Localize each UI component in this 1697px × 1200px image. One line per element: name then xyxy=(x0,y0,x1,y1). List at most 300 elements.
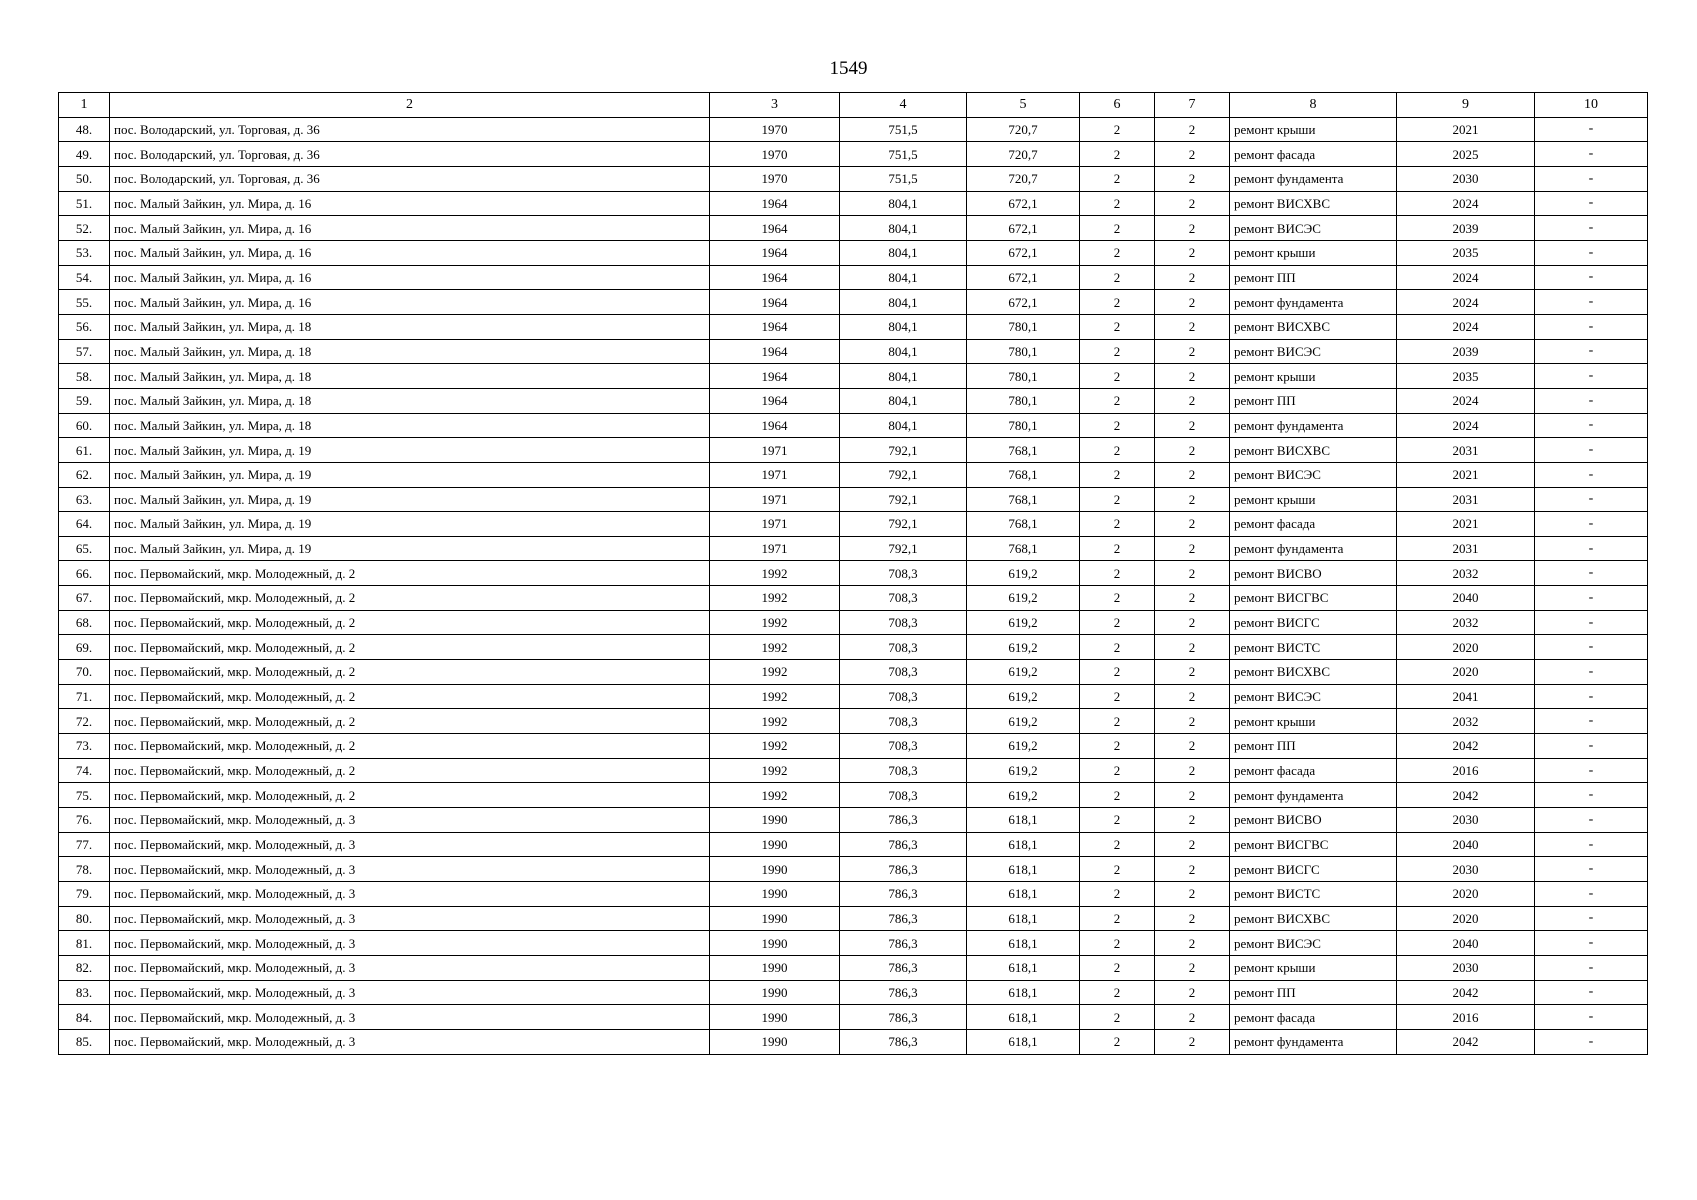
entrances-cell: 2 xyxy=(1155,265,1230,290)
address-cell: пос. Первомайский, мкр. Молодежный, д. 2 xyxy=(110,610,710,635)
table-row xyxy=(59,980,1648,1005)
address-cell: пос. Первомайский, мкр. Молодежный, д. 3 xyxy=(110,1005,710,1030)
row-number-cell: 72. xyxy=(59,709,110,734)
note-cell: - xyxy=(1535,1029,1648,1054)
living-area-cell: 619,2 xyxy=(967,684,1080,709)
total-area-cell: 792,1 xyxy=(840,536,967,561)
build-year-cell: 1964 xyxy=(710,265,840,290)
note-cell: - xyxy=(1535,388,1648,413)
entrances-cell: 2 xyxy=(1155,660,1230,685)
living-area-cell: 618,1 xyxy=(967,931,1080,956)
table-row xyxy=(59,364,1648,389)
address-cell: пос. Малый Зайкин, ул. Мира, д. 19 xyxy=(110,512,710,537)
living-area-cell: 619,2 xyxy=(967,586,1080,611)
address-cell: пос. Первомайский, мкр. Молодежный, д. 3 xyxy=(110,980,710,1005)
note-cell: - xyxy=(1535,758,1648,783)
table-row xyxy=(59,487,1648,512)
entrances-cell: 2 xyxy=(1155,388,1230,413)
planned-year-cell: 2016 xyxy=(1397,1005,1535,1030)
planned-year-cell: 2021 xyxy=(1397,117,1535,142)
living-area-cell: 780,1 xyxy=(967,364,1080,389)
address-cell: пос. Первомайский, мкр. Молодежный, д. 2 xyxy=(110,561,710,586)
floors-cell: 2 xyxy=(1080,857,1155,882)
floors-cell: 2 xyxy=(1080,438,1155,463)
address-cell: пос. Малый Зайкин, ул. Мира, д. 19 xyxy=(110,438,710,463)
table-row xyxy=(59,610,1648,635)
table-row xyxy=(59,240,1648,265)
living-area-cell: 619,2 xyxy=(967,734,1080,759)
table-row xyxy=(59,684,1648,709)
table-body xyxy=(59,117,1648,1054)
entrances-cell: 2 xyxy=(1155,536,1230,561)
work-type-cell: ремонт ВИСХВС xyxy=(1230,906,1397,931)
planned-year-cell: 2016 xyxy=(1397,758,1535,783)
total-area-cell: 792,1 xyxy=(840,438,967,463)
entrances-cell: 2 xyxy=(1155,783,1230,808)
total-area-cell: 786,3 xyxy=(840,808,967,833)
work-type-cell: ремонт ВИСЭС xyxy=(1230,216,1397,241)
note-cell: - xyxy=(1535,561,1648,586)
address-cell: пос. Малый Зайкин, ул. Мира, д. 18 xyxy=(110,388,710,413)
total-area-cell: 804,1 xyxy=(840,290,967,315)
address-cell: пос. Малый Зайкин, ул. Мира, д. 18 xyxy=(110,339,710,364)
build-year-cell: 1990 xyxy=(710,832,840,857)
total-area-cell: 804,1 xyxy=(840,364,967,389)
work-type-cell: ремонт фундамента xyxy=(1230,1029,1397,1054)
row-number-cell: 51. xyxy=(59,191,110,216)
note-cell: - xyxy=(1535,462,1648,487)
note-cell: - xyxy=(1535,364,1648,389)
entrances-cell: 2 xyxy=(1155,955,1230,980)
build-year-cell: 1964 xyxy=(710,339,840,364)
build-year-cell: 1992 xyxy=(710,660,840,685)
address-cell: пос. Первомайский, мкр. Молодежный, д. 3 xyxy=(110,808,710,833)
table-row xyxy=(59,1005,1648,1030)
total-area-cell: 786,3 xyxy=(840,832,967,857)
entrances-cell: 2 xyxy=(1155,684,1230,709)
build-year-cell: 1992 xyxy=(710,586,840,611)
table-row xyxy=(59,561,1648,586)
floors-cell: 2 xyxy=(1080,117,1155,142)
address-cell: пос. Малый Зайкин, ул. Мира, д. 19 xyxy=(110,536,710,561)
entrances-cell: 2 xyxy=(1155,931,1230,956)
note-cell: - xyxy=(1535,832,1648,857)
planned-year-cell: 2024 xyxy=(1397,290,1535,315)
planned-year-cell: 2020 xyxy=(1397,882,1535,907)
note-cell: - xyxy=(1535,931,1648,956)
floors-cell: 2 xyxy=(1080,413,1155,438)
note-cell: - xyxy=(1535,117,1648,142)
address-cell: пос. Первомайский, мкр. Молодежный, д. 3 xyxy=(110,931,710,956)
row-number-cell: 53. xyxy=(59,240,110,265)
address-cell: пос. Малый Зайкин, ул. Мира, д. 16 xyxy=(110,191,710,216)
total-area-cell: 804,1 xyxy=(840,265,967,290)
row-number-cell: 57. xyxy=(59,339,110,364)
floors-cell: 2 xyxy=(1080,388,1155,413)
build-year-cell: 1970 xyxy=(710,166,840,191)
address-cell: пос. Первомайский, мкр. Молодежный, д. 2 xyxy=(110,635,710,660)
planned-year-cell: 2040 xyxy=(1397,832,1535,857)
living-area-cell: 672,1 xyxy=(967,265,1080,290)
note-cell: - xyxy=(1535,586,1648,611)
note-cell: - xyxy=(1535,882,1648,907)
note-cell: - xyxy=(1535,240,1648,265)
row-number-cell: 69. xyxy=(59,635,110,660)
table-row xyxy=(59,783,1648,808)
table-row xyxy=(59,290,1648,315)
living-area-cell: 619,2 xyxy=(967,758,1080,783)
table-row xyxy=(59,191,1648,216)
build-year-cell: 1992 xyxy=(710,734,840,759)
living-area-cell: 618,1 xyxy=(967,906,1080,931)
work-type-cell: ремонт ВИСГС xyxy=(1230,857,1397,882)
living-area-cell: 619,2 xyxy=(967,561,1080,586)
note-cell: - xyxy=(1535,536,1648,561)
build-year-cell: 1992 xyxy=(710,684,840,709)
work-type-cell: ремонт фундамента xyxy=(1230,290,1397,315)
row-number-cell: 48. xyxy=(59,117,110,142)
living-area-cell: 768,1 xyxy=(967,487,1080,512)
total-area-cell: 804,1 xyxy=(840,413,967,438)
row-number-cell: 64. xyxy=(59,512,110,537)
note-cell: - xyxy=(1535,734,1648,759)
total-area-cell: 804,1 xyxy=(840,216,967,241)
floors-cell: 2 xyxy=(1080,684,1155,709)
address-cell: пос. Малый Зайкин, ул. Мира, д. 16 xyxy=(110,265,710,290)
note-cell: - xyxy=(1535,635,1648,660)
work-type-cell: ремонт крыши xyxy=(1230,240,1397,265)
planned-year-cell: 2040 xyxy=(1397,931,1535,956)
build-year-cell: 1990 xyxy=(710,857,840,882)
column-header-5: 5 xyxy=(967,93,1080,118)
row-number-cell: 77. xyxy=(59,832,110,857)
work-type-cell: ремонт ВИСТС xyxy=(1230,635,1397,660)
total-area-cell: 804,1 xyxy=(840,314,967,339)
address-cell: пос. Первомайский, мкр. Молодежный, д. 2 xyxy=(110,734,710,759)
floors-cell: 2 xyxy=(1080,758,1155,783)
planned-year-cell: 2024 xyxy=(1397,413,1535,438)
note-cell: - xyxy=(1535,955,1648,980)
work-type-cell: ремонт ВИСГВС xyxy=(1230,586,1397,611)
total-area-cell: 792,1 xyxy=(840,487,967,512)
living-area-cell: 672,1 xyxy=(967,216,1080,241)
entrances-cell: 2 xyxy=(1155,610,1230,635)
entrances-cell: 2 xyxy=(1155,1029,1230,1054)
floors-cell: 2 xyxy=(1080,709,1155,734)
living-area-cell: 618,1 xyxy=(967,857,1080,882)
living-area-cell: 720,7 xyxy=(967,117,1080,142)
living-area-cell: 618,1 xyxy=(967,1029,1080,1054)
row-number-cell: 63. xyxy=(59,487,110,512)
entrances-cell: 2 xyxy=(1155,413,1230,438)
table-row xyxy=(59,882,1648,907)
work-type-cell: ремонт ВИСТС xyxy=(1230,882,1397,907)
column-header-8: 8 xyxy=(1230,93,1397,118)
work-type-cell: ремонт фундамента xyxy=(1230,413,1397,438)
work-type-cell: ремонт ВИСЭС xyxy=(1230,462,1397,487)
floors-cell: 2 xyxy=(1080,783,1155,808)
column-header-10: 10 xyxy=(1535,93,1648,118)
entrances-cell: 2 xyxy=(1155,487,1230,512)
planned-year-cell: 2041 xyxy=(1397,684,1535,709)
table-row xyxy=(59,931,1648,956)
planned-year-cell: 2031 xyxy=(1397,438,1535,463)
planned-year-cell: 2024 xyxy=(1397,314,1535,339)
floors-cell: 2 xyxy=(1080,216,1155,241)
floors-cell: 2 xyxy=(1080,931,1155,956)
planned-year-cell: 2021 xyxy=(1397,512,1535,537)
table-row xyxy=(59,955,1648,980)
living-area-cell: 619,2 xyxy=(967,635,1080,660)
total-area-cell: 792,1 xyxy=(840,462,967,487)
build-year-cell: 1971 xyxy=(710,487,840,512)
total-area-cell: 751,5 xyxy=(840,117,967,142)
note-cell: - xyxy=(1535,906,1648,931)
floors-cell: 2 xyxy=(1080,882,1155,907)
planned-year-cell: 2032 xyxy=(1397,709,1535,734)
entrances-cell: 2 xyxy=(1155,906,1230,931)
note-cell: - xyxy=(1535,413,1648,438)
floors-cell: 2 xyxy=(1080,512,1155,537)
address-cell: пос. Первомайский, мкр. Молодежный, д. 3 xyxy=(110,1029,710,1054)
total-area-cell: 786,3 xyxy=(840,906,967,931)
table-row xyxy=(59,314,1648,339)
note-cell: - xyxy=(1535,487,1648,512)
planned-year-cell: 2035 xyxy=(1397,240,1535,265)
address-cell: пос. Первомайский, мкр. Молодежный, д. 3 xyxy=(110,832,710,857)
work-type-cell: ремонт ВИСГВС xyxy=(1230,832,1397,857)
table-header-row xyxy=(59,93,1648,118)
floors-cell: 2 xyxy=(1080,1029,1155,1054)
table-row xyxy=(59,906,1648,931)
build-year-cell: 1964 xyxy=(710,240,840,265)
work-type-cell: ремонт крыши xyxy=(1230,709,1397,734)
build-year-cell: 1990 xyxy=(710,980,840,1005)
table-row xyxy=(59,438,1648,463)
living-area-cell: 720,7 xyxy=(967,166,1080,191)
living-area-cell: 618,1 xyxy=(967,808,1080,833)
build-year-cell: 1990 xyxy=(710,882,840,907)
row-number-cell: 55. xyxy=(59,290,110,315)
planned-year-cell: 2025 xyxy=(1397,142,1535,167)
entrances-cell: 2 xyxy=(1155,462,1230,487)
floors-cell: 2 xyxy=(1080,734,1155,759)
table-row xyxy=(59,709,1648,734)
work-type-cell: ремонт фундамента xyxy=(1230,783,1397,808)
note-cell: - xyxy=(1535,166,1648,191)
address-cell: пос. Малый Зайкин, ул. Мира, д. 16 xyxy=(110,216,710,241)
table-row xyxy=(59,413,1648,438)
entrances-cell: 2 xyxy=(1155,240,1230,265)
address-cell: пос. Первомайский, мкр. Молодежный, д. 3 xyxy=(110,955,710,980)
floors-cell: 2 xyxy=(1080,586,1155,611)
row-number-cell: 78. xyxy=(59,857,110,882)
entrances-cell: 2 xyxy=(1155,314,1230,339)
living-area-cell: 672,1 xyxy=(967,191,1080,216)
floors-cell: 2 xyxy=(1080,487,1155,512)
address-cell: пос. Первомайский, мкр. Молодежный, д. 2 xyxy=(110,586,710,611)
build-year-cell: 1971 xyxy=(710,536,840,561)
row-number-cell: 73. xyxy=(59,734,110,759)
row-number-cell: 65. xyxy=(59,536,110,561)
living-area-cell: 618,1 xyxy=(967,955,1080,980)
row-number-cell: 58. xyxy=(59,364,110,389)
entrances-cell: 2 xyxy=(1155,364,1230,389)
address-cell: пос. Малый Зайкин, ул. Мира, д. 16 xyxy=(110,290,710,315)
floors-cell: 2 xyxy=(1080,561,1155,586)
table-row xyxy=(59,216,1648,241)
address-cell: пос. Володарский, ул. Торговая, д. 36 xyxy=(110,117,710,142)
entrances-cell: 2 xyxy=(1155,980,1230,1005)
table-row xyxy=(59,734,1648,759)
note-cell: - xyxy=(1535,438,1648,463)
build-year-cell: 1964 xyxy=(710,413,840,438)
entrances-cell: 2 xyxy=(1155,290,1230,315)
address-cell: пос. Первомайский, мкр. Молодежный, д. 2 xyxy=(110,758,710,783)
work-type-cell: ремонт фасада xyxy=(1230,758,1397,783)
floors-cell: 2 xyxy=(1080,1005,1155,1030)
row-number-cell: 71. xyxy=(59,684,110,709)
living-area-cell: 619,2 xyxy=(967,783,1080,808)
floors-cell: 2 xyxy=(1080,635,1155,660)
note-cell: - xyxy=(1535,339,1648,364)
floors-cell: 2 xyxy=(1080,265,1155,290)
living-area-cell: 618,1 xyxy=(967,832,1080,857)
build-year-cell: 1971 xyxy=(710,462,840,487)
row-number-cell: 85. xyxy=(59,1029,110,1054)
floors-cell: 2 xyxy=(1080,660,1155,685)
floors-cell: 2 xyxy=(1080,142,1155,167)
address-cell: пос. Малый Зайкин, ул. Мира, д. 18 xyxy=(110,314,710,339)
note-cell: - xyxy=(1535,216,1648,241)
build-year-cell: 1992 xyxy=(710,610,840,635)
work-type-cell: ремонт ВИСХВС xyxy=(1230,314,1397,339)
planned-year-cell: 2031 xyxy=(1397,536,1535,561)
floors-cell: 2 xyxy=(1080,906,1155,931)
note-cell: - xyxy=(1535,512,1648,537)
floors-cell: 2 xyxy=(1080,808,1155,833)
note-cell: - xyxy=(1535,1005,1648,1030)
entrances-cell: 2 xyxy=(1155,832,1230,857)
table-row xyxy=(59,758,1648,783)
table-row xyxy=(59,166,1648,191)
floors-cell: 2 xyxy=(1080,955,1155,980)
living-area-cell: 672,1 xyxy=(967,240,1080,265)
build-year-cell: 1964 xyxy=(710,290,840,315)
planned-year-cell: 2020 xyxy=(1397,906,1535,931)
work-type-cell: ремонт фасада xyxy=(1230,1005,1397,1030)
row-number-cell: 79. xyxy=(59,882,110,907)
build-year-cell: 1992 xyxy=(710,635,840,660)
total-area-cell: 786,3 xyxy=(840,955,967,980)
build-year-cell: 1971 xyxy=(710,512,840,537)
total-area-cell: 751,5 xyxy=(840,166,967,191)
note-cell: - xyxy=(1535,610,1648,635)
address-cell: пос. Володарский, ул. Торговая, д. 36 xyxy=(110,166,710,191)
planned-year-cell: 2024 xyxy=(1397,388,1535,413)
build-year-cell: 1964 xyxy=(710,364,840,389)
build-year-cell: 1964 xyxy=(710,191,840,216)
address-cell: пос. Малый Зайкин, ул. Мира, д. 18 xyxy=(110,364,710,389)
entrances-cell: 2 xyxy=(1155,561,1230,586)
total-area-cell: 804,1 xyxy=(840,388,967,413)
entrances-cell: 2 xyxy=(1155,882,1230,907)
total-area-cell: 708,3 xyxy=(840,684,967,709)
address-cell: пос. Володарский, ул. Торговая, д. 36 xyxy=(110,142,710,167)
entrances-cell: 2 xyxy=(1155,635,1230,660)
planned-year-cell: 2035 xyxy=(1397,364,1535,389)
entrances-cell: 2 xyxy=(1155,734,1230,759)
page-number: 1549 xyxy=(829,58,868,79)
living-area-cell: 780,1 xyxy=(967,314,1080,339)
table-row xyxy=(59,635,1648,660)
total-area-cell: 708,3 xyxy=(840,660,967,685)
entrances-cell: 2 xyxy=(1155,191,1230,216)
row-number-cell: 66. xyxy=(59,561,110,586)
living-area-cell: 768,1 xyxy=(967,536,1080,561)
row-number-cell: 61. xyxy=(59,438,110,463)
address-cell: пос. Малый Зайкин, ул. Мира, д. 19 xyxy=(110,462,710,487)
planned-year-cell: 2030 xyxy=(1397,166,1535,191)
floors-cell: 2 xyxy=(1080,240,1155,265)
entrances-cell: 2 xyxy=(1155,709,1230,734)
column-header-7: 7 xyxy=(1155,93,1230,118)
work-type-cell: ремонт ВИСВО xyxy=(1230,808,1397,833)
address-cell: пос. Малый Зайкин, ул. Мира, д. 18 xyxy=(110,413,710,438)
row-number-cell: 59. xyxy=(59,388,110,413)
note-cell: - xyxy=(1535,191,1648,216)
work-type-cell: ремонт ВИСЭС xyxy=(1230,684,1397,709)
build-year-cell: 1990 xyxy=(710,955,840,980)
address-cell: пос. Первомайский, мкр. Молодежный, д. 3 xyxy=(110,882,710,907)
note-cell: - xyxy=(1535,980,1648,1005)
table-row xyxy=(59,832,1648,857)
note-cell: - xyxy=(1535,709,1648,734)
total-area-cell: 708,3 xyxy=(840,783,967,808)
entrances-cell: 2 xyxy=(1155,758,1230,783)
row-number-cell: 60. xyxy=(59,413,110,438)
floors-cell: 2 xyxy=(1080,364,1155,389)
address-cell: пос. Первомайский, мкр. Молодежный, д. 2 xyxy=(110,660,710,685)
build-year-cell: 1970 xyxy=(710,142,840,167)
build-year-cell: 1990 xyxy=(710,931,840,956)
living-area-cell: 768,1 xyxy=(967,512,1080,537)
row-number-cell: 70. xyxy=(59,660,110,685)
row-number-cell: 84. xyxy=(59,1005,110,1030)
column-header-3: 3 xyxy=(710,93,840,118)
column-header-9: 9 xyxy=(1397,93,1535,118)
note-cell: - xyxy=(1535,684,1648,709)
table-row xyxy=(59,586,1648,611)
entrances-cell: 2 xyxy=(1155,1005,1230,1030)
planned-year-cell: 2024 xyxy=(1397,191,1535,216)
note-cell: - xyxy=(1535,660,1648,685)
work-type-cell: ремонт крыши xyxy=(1230,117,1397,142)
note-cell: - xyxy=(1535,783,1648,808)
work-type-cell: ремонт ВИСХВС xyxy=(1230,660,1397,685)
row-number-cell: 52. xyxy=(59,216,110,241)
table-row xyxy=(59,857,1648,882)
row-number-cell: 56. xyxy=(59,314,110,339)
column-header-6: 6 xyxy=(1080,93,1155,118)
planned-year-cell: 2021 xyxy=(1397,462,1535,487)
build-year-cell: 1992 xyxy=(710,783,840,808)
entrances-cell: 2 xyxy=(1155,216,1230,241)
total-area-cell: 804,1 xyxy=(840,339,967,364)
work-type-cell: ремонт крыши xyxy=(1230,487,1397,512)
note-cell: - xyxy=(1535,265,1648,290)
living-area-cell: 720,7 xyxy=(967,142,1080,167)
